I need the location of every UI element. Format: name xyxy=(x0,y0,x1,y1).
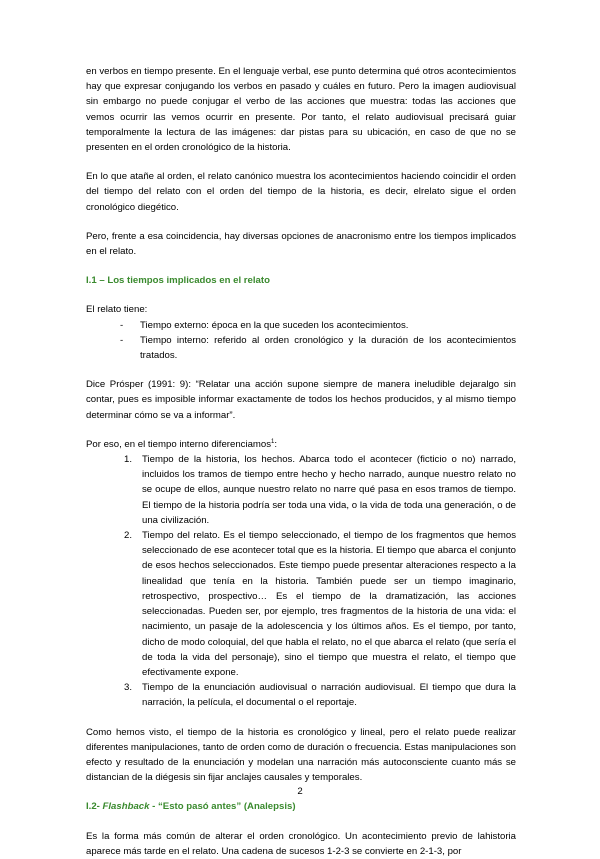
list-item-text: Tiempo de la enunciación audiovisual o narración audiovisual. El tiempo que dura la narración, la película, el documental o el reportaje. xyxy=(142,682,516,709)
dash-list-item: - Tiempo interno: referido al orden cronológico y la duración de los acontecimientos tratados. xyxy=(120,333,516,363)
heading-italic: Flashback xyxy=(102,801,150,813)
paragraph-order: En lo que atañe al orden, el relato canónico muestra los acontecimientos haciendo coincidir el orden del tiempo del relato con el orden del tiempo de la historia, es decir, elrelato sigue el orden cronológico diegético. xyxy=(86,171,516,213)
list-marker: 2. xyxy=(124,530,133,542)
list-item-text: Tiempo de la historia, los hechos. Abarca todo el acontecer (ficticio o no) narrado, incluidos los tramos de tiempo entre hecho y hecho narrado, aunque nuestro relato no se ocupe de ellos, aunque nuestro relato no narre qué pasa en esos tramos de tiempo. El tiempo de la historia podría ser toda una vida, o la vida de toda una generación, o de una civilización. xyxy=(142,454,516,526)
paragraph-anachronism: Pero, frente a esa coincidencia, hay diversas opciones de anacronismo entre los tiempos implicados en el relato. xyxy=(86,230,516,258)
section-heading-1: I.1 – Los tiempos implicados en el relato xyxy=(86,275,270,287)
list-item-text: Tiempo del relato. Es el tiempo seleccionado, el tiempo de los fragmentos que hemos seleccionado de ese acontecer total que es la historia. El tiempo que abarca el conjunto de esos hechos seleccionados. Este tiempo puede presentar alteraciones respecto a la linealidad que tenía en la historia. También puede ser un tiempo imaginario, retrospectivo, prospectivo… Es el tiempo de la dramatización, las acciones seleccionadas. Pueden ser, por ejemplo, tres fragmentos de la historia de una vida: el nacimiento, un pasaje de la adolescencia y los últimos años. Es el tiempo, por tanto, dicho de modo coloquial, del que habla el relato, no el que abarca el relato (que sería el de toda la vida del personaje), sino el tiempo que muestra el relato, el tiempo que efectivamente expone. xyxy=(142,530,516,678)
footnote-ref[interactable]: 1 xyxy=(271,438,275,445)
paragraph-end: : xyxy=(274,438,278,450)
paragraph-flashback: Es la forma más común de alterar el orden cronológico. Un acontecimiento previo de lahistoria aparece más tarde en el relato. Una cadena de sucesos 1-2-3 se convierte en 2-1-3, por xyxy=(86,830,516,857)
list-marker: 1. xyxy=(124,454,133,466)
dash-list xyxy=(86,318,516,364)
list-marker: 3. xyxy=(124,682,133,694)
paragraph-text: Por eso, en el tiempo interno diferenciamos xyxy=(86,438,272,450)
paragraph-manipulations: Como hemos visto, el tiempo de la historia es cronológico y lineal, pero el relato puede realizar diferentes manipulaciones, tanto de orden como de duración o frecuencia. Estas manipulaciones son efecto y resultado de la enunciación y modelan una narración más autoconsciente cuanto más se distancian de la diégesis sin fijar anclajes causales y temporales. xyxy=(86,726,516,784)
paragraph-relato-tiene: El relato tiene: xyxy=(86,304,148,316)
document-page xyxy=(86,64,516,859)
paragraph-tiempo-interno xyxy=(86,437,516,452)
numbered-list xyxy=(86,452,516,710)
paragraph-intro: en verbos en tiempo presente. En el lenguaje verbal, ese punto determina qué otros acontecimientos hay que expresar conjugando los verbos en pasado y cuáles en futuro. Pero la imagen audiovisual sin embargo no puede conjugar el verbo de las acciones que muestra: todas las acciones que vemos ocurrir las vemos ocurrir en presente. Por tanto, el relato audiovisual precisará guiar temporalmente la lectura de las imágenes: dar pistas para su ubicación, en caso de que no se presenten en el orden cronológico de la historia. xyxy=(86,66,516,154)
numbered-list-item xyxy=(124,452,516,528)
heading-prefix: I.2- xyxy=(86,801,103,813)
numbered-list-item xyxy=(124,680,516,710)
section-heading-2 xyxy=(86,799,516,814)
heading-suffix: - “Esto pasó antes” (Analepsis) xyxy=(149,801,296,813)
numbered-list-item xyxy=(124,528,516,680)
dash-list-item: - Tiempo externo: época en la que suceden los acontecimientos. xyxy=(120,318,516,333)
page-number: 2 xyxy=(297,786,303,797)
paragraph-quote: Dice Prósper (1991: 9): “Relatar una acción supone siempre de manera ineludible dejaralgo sin contar, pues es imposible informar exactamente de todos los hechos producidos, y al mismo tiempo determinar cómo se va a informar”. xyxy=(86,379,516,421)
